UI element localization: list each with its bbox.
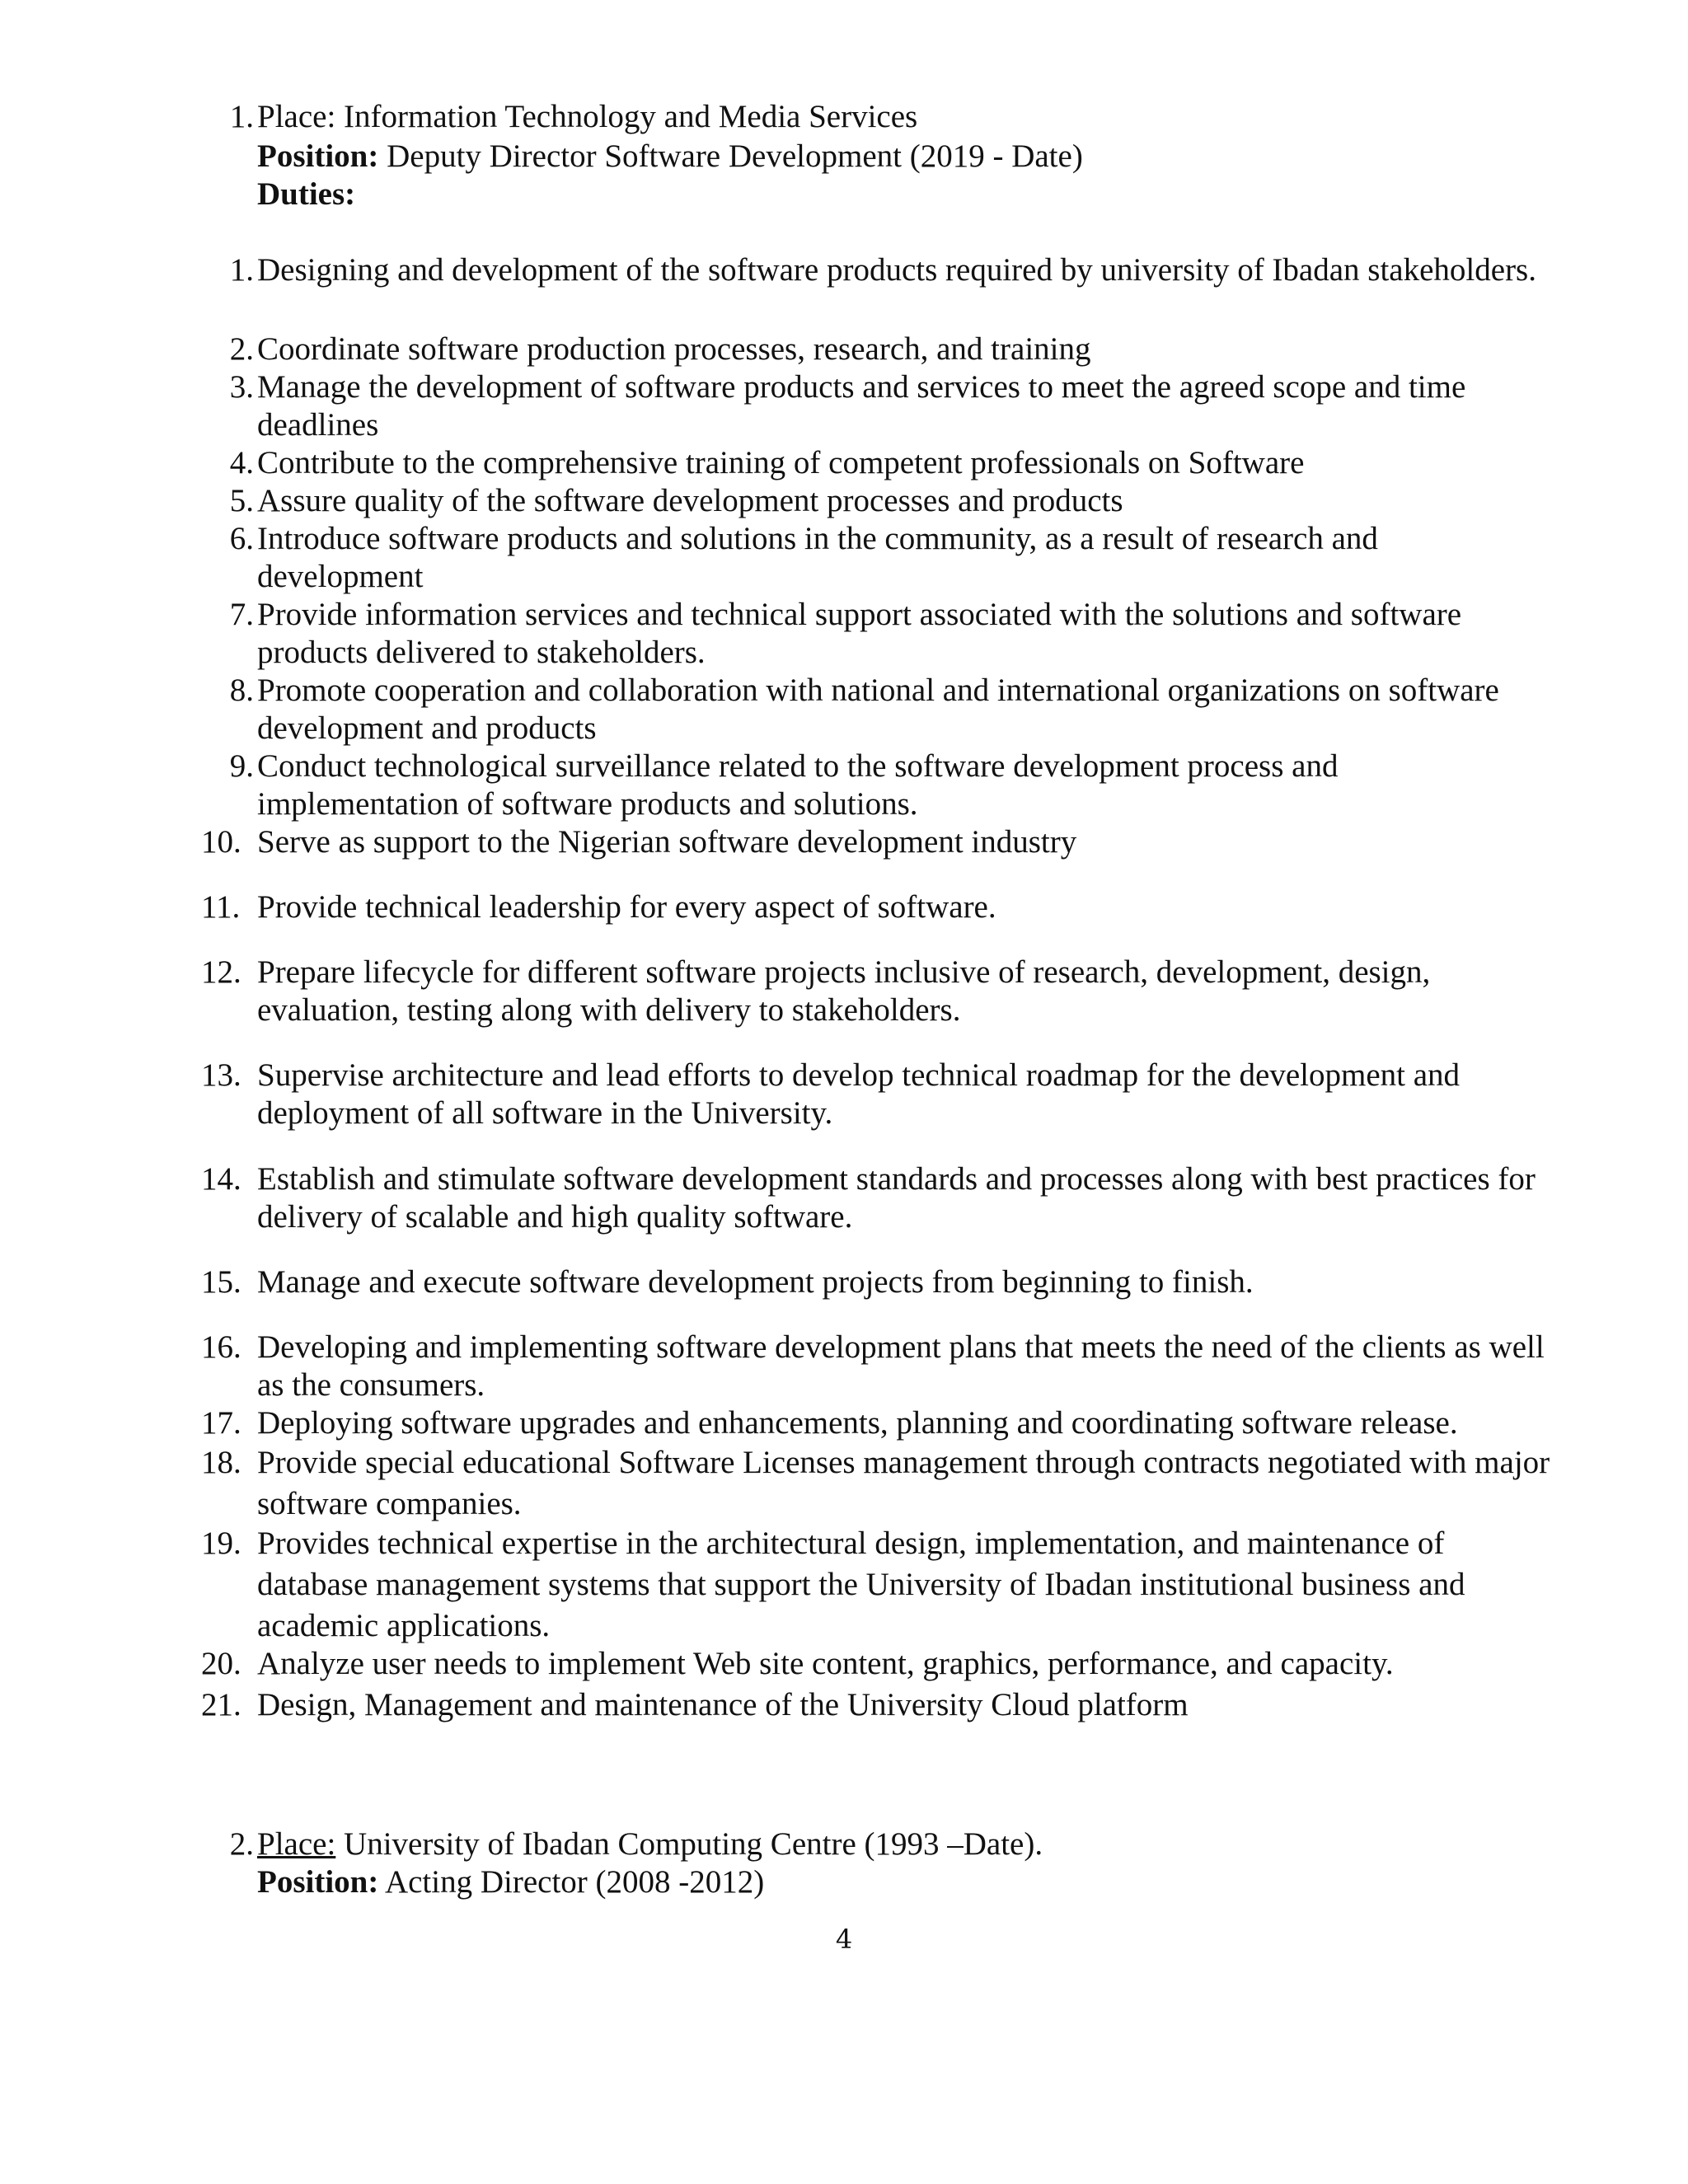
list-item-text: Analyze user needs to implement Web site content, graphics, performance, and capacity. <box>257 1646 1394 1681</box>
list-item-text: Promote cooperation and collaboration with national and international organizations on software development and products <box>257 673 1499 746</box>
list-item-number: 17. <box>201 1405 241 1441</box>
list-item-number: 16. <box>201 1329 241 1365</box>
list-item <box>208 482 1543 520</box>
section-2-position-value: Acting Director (2008 -2012) <box>384 1864 765 1900</box>
list-item-text: Introduce software products and solutions in the community, as a result of research and development <box>257 521 1378 594</box>
list-item-number: 13. <box>201 1057 241 1093</box>
section-2-position-row <box>208 1863 1543 1901</box>
list-item-text: Serve as support to the Nigerian software development industry <box>257 824 1077 860</box>
list-item <box>208 250 1543 291</box>
list-item <box>208 330 1543 368</box>
list-item-text: Provide technical leadership for every aspect of software. <box>257 889 996 925</box>
list-item <box>208 672 1543 748</box>
list-item <box>201 1645 1576 1683</box>
section-2-position-label: Position: <box>257 1864 379 1900</box>
list-item <box>201 1263 1543 1301</box>
list-item-number: 20. <box>201 1646 241 1681</box>
list-item <box>208 596 1543 672</box>
list-item-text: Coordinate software production processes, research, and training <box>257 331 1091 367</box>
list-item <box>201 888 1543 926</box>
section-2-header <box>208 1825 1543 1901</box>
section-1-place: Place: Information Technology and Media Services <box>257 99 918 134</box>
list-item <box>208 748 1543 823</box>
list-item-number: 15. <box>201 1264 241 1300</box>
list-item-number: 11. <box>201 889 241 925</box>
list-item <box>201 1523 1559 1647</box>
list-item-text: Manage the development of software products and services to meet the agreed scope and time deadlines <box>257 369 1466 443</box>
list-item-text: Deploying software upgrades and enhancements, planning and coordinating software release. <box>257 1405 1458 1441</box>
list-item-text: Provides technical expertise in the architectural design, implementation, and maintenance of database management systems that support the University of Ibadan institutional business and academic applications. <box>257 1526 1465 1643</box>
list-item <box>201 954 1543 1029</box>
section-2-place-label: Place: <box>257 1826 336 1862</box>
list-item-number: 9. <box>229 748 254 784</box>
page-number: 4 <box>835 1924 853 1955</box>
section-1-duties-label: Duties: <box>257 176 356 212</box>
list-item-text: Conduct technological surveillance related to the software development process and implementation of software products and solutions. <box>257 748 1339 822</box>
section-2-place-value: University of Ibadan Computing Centre (1993 –Date). <box>344 1826 1043 1862</box>
list-item-text: Prepare lifecycle for different software projects inclusive of research, development, design, evaluation, testing along with delivery to stakeholders. <box>257 954 1431 1028</box>
list-item <box>208 368 1543 444</box>
list-item-number: 6. <box>229 521 254 556</box>
list-item <box>201 1442 1559 1525</box>
list-item-number: 8. <box>229 673 254 708</box>
list-item-text: Establish and stimulate software development standards and processes along with best practices for delivery of scalable and high quality software. <box>257 1161 1536 1235</box>
section-1-number: 1. <box>229 99 254 134</box>
section-1-place-row <box>208 98 1543 136</box>
list-item <box>201 1404 1576 1442</box>
section-1-position-row <box>208 138 1543 176</box>
list-item-number: 2. <box>229 331 254 367</box>
list-item-number: 3. <box>229 369 254 405</box>
list-item-number: 19. <box>201 1526 241 1561</box>
section-1-header <box>208 98 1543 213</box>
section-1-position-label: Position: <box>257 138 379 174</box>
list-item <box>201 1686 1576 1724</box>
list-item-text: Assure quality of the software development processes and products <box>257 483 1123 518</box>
section-2-place-row <box>208 1825 1543 1863</box>
list-item-text: Supervise architecture and lead efforts to develop technical roadmap for the development and deployment of all software in the University. <box>257 1057 1461 1131</box>
list-item-text: Design, Management and maintenance of the University Cloud platform <box>257 1687 1189 1722</box>
list-item-text: Manage and execute software development projects from beginning to finish. <box>257 1264 1254 1300</box>
list-item <box>201 1160 1576 1236</box>
list-item-text: Contribute to the comprehensive training of competent professionals on Software <box>257 445 1305 480</box>
list-item <box>201 823 1543 861</box>
list-item <box>208 444 1543 482</box>
section-1-position-value: Deputy Director Software Development (2019 - Date) <box>387 138 1083 174</box>
section-2-number: 2. <box>229 1826 254 1862</box>
list-item-text: Developing and implementing software development plans that meets the need of the clients as well as the consumers. <box>257 1329 1545 1403</box>
list-item <box>201 1329 1576 1404</box>
list-item-number: 12. <box>201 954 241 990</box>
list-item-number: 10. <box>201 824 241 860</box>
list-item <box>201 1057 1543 1132</box>
list-item <box>208 520 1543 596</box>
list-item-number: 4. <box>229 445 254 480</box>
list-item-text: Provide special educational Software Licenses management through contracts negotiated with major software companies. <box>257 1445 1550 1521</box>
list-item-number: 5. <box>229 483 254 518</box>
list-item-number: 14. <box>201 1161 241 1197</box>
list-item-number: 7. <box>229 597 254 632</box>
list-item-text: Designing and development of the software products required by university of Ibadan stakeholders. <box>257 252 1536 288</box>
list-item-number: 18. <box>201 1445 241 1480</box>
list-item-number: 1. <box>229 252 254 288</box>
list-item-number: 21. <box>201 1687 241 1722</box>
list-item-text: Provide information services and technical support associated with the solutions and software products delivered to stakeholders. <box>257 597 1462 670</box>
